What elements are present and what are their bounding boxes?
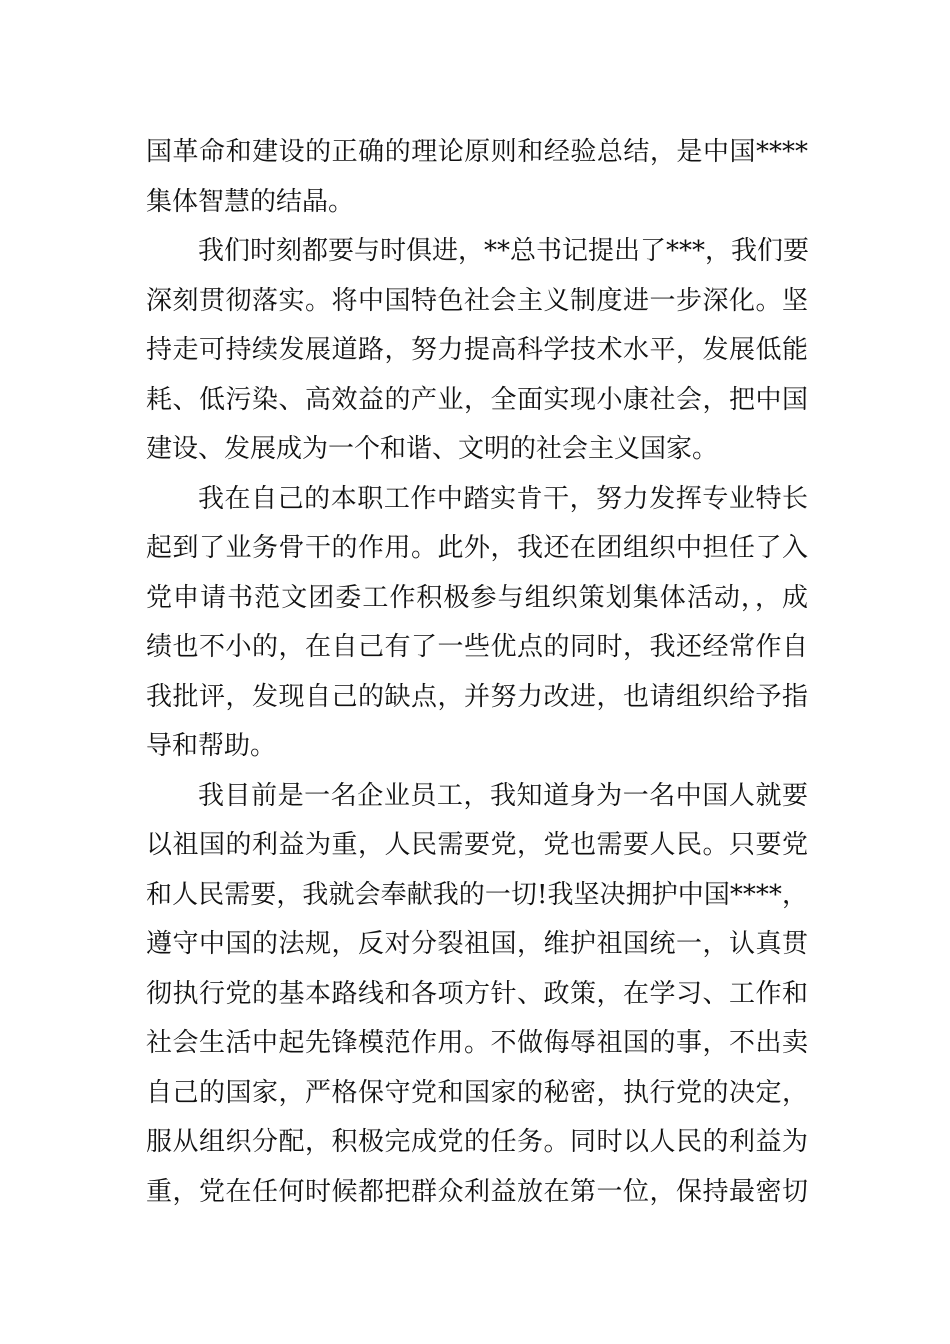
paragraph-line: 我们时刻都要与时俱进，**总书记提出了***，我们要 (198, 236, 810, 266)
paragraph-line: 国革命和建设的正确的理论原则和经验总结，是中国**** (146, 137, 808, 167)
paragraph-line: 重，党在任何时候都把群众利益放在第一位，保持最密切 (146, 1176, 808, 1207)
paragraph-3 (146, 475, 808, 772)
paragraph-line: 绩也不小的，在自己有了一些优点的同时，我还经常作自 (146, 632, 808, 662)
paragraph-line: 以祖国的利益为重，人民需要党，党也需要人民。只要党 (146, 830, 808, 860)
document-body (146, 128, 808, 1217)
paragraph-line: 遵守中国的法规，反对分裂祖国，维护祖国统一，认真贯 (146, 929, 808, 959)
paragraph-line: 服从组织分配，积极完成党的任务。同时以人民的利益为 (146, 1127, 808, 1157)
paragraph-line: 彻执行党的基本路线和各项方针、政策，在学习、工作和 (146, 978, 808, 1009)
paragraph-line: 建设、发展成为一个和谐、文明的社会主义国家。 (146, 434, 719, 464)
paragraph-line: 导和帮助。 (146, 731, 277, 761)
paragraph-line: 集体智慧的结晶。 (146, 186, 355, 217)
paragraph-1 (146, 128, 808, 227)
paragraph-2 (146, 227, 808, 475)
paragraph-line: 和人民需要，我就会奉献我的一切!我坚决拥护中国****， (146, 879, 808, 910)
paragraph-line: 我批评，发现自己的缺点，并努力改进，也请组织给予指 (146, 681, 808, 712)
paragraph-line: 我在自己的本职工作中踏实肯干，努力发挥专业特长 (198, 483, 808, 514)
paragraph-line: 持走可持续发展道路，努力提高科学技术水平，发展低能 (146, 335, 808, 365)
paragraph-line: 社会生活中起先锋模范作用。不做侮辱祖国的事，不出卖 (146, 1028, 808, 1058)
paragraph-line: 自己的国家，严格保守党和国家的秘密，执行党的决定， (146, 1077, 808, 1108)
paragraph-line: 起到了业务骨干的作用。此外，我还在团组织中担任了入 (146, 533, 808, 563)
paragraph-line: 耗、低污染、高效益的产业，全面实现小康社会，把中国 (146, 384, 808, 415)
paragraph-line: 深刻贯彻落实。将中国特色社会主义制度进一步深化。坚 (146, 285, 808, 316)
paragraph-4 (146, 772, 808, 1218)
paragraph-line: 我目前是一名企业员工，我知道身为一名中国人就要 (198, 780, 808, 811)
paragraph-line: 党申请书范文团委工作积极参与组织策划集体活动，，成 (146, 582, 808, 613)
